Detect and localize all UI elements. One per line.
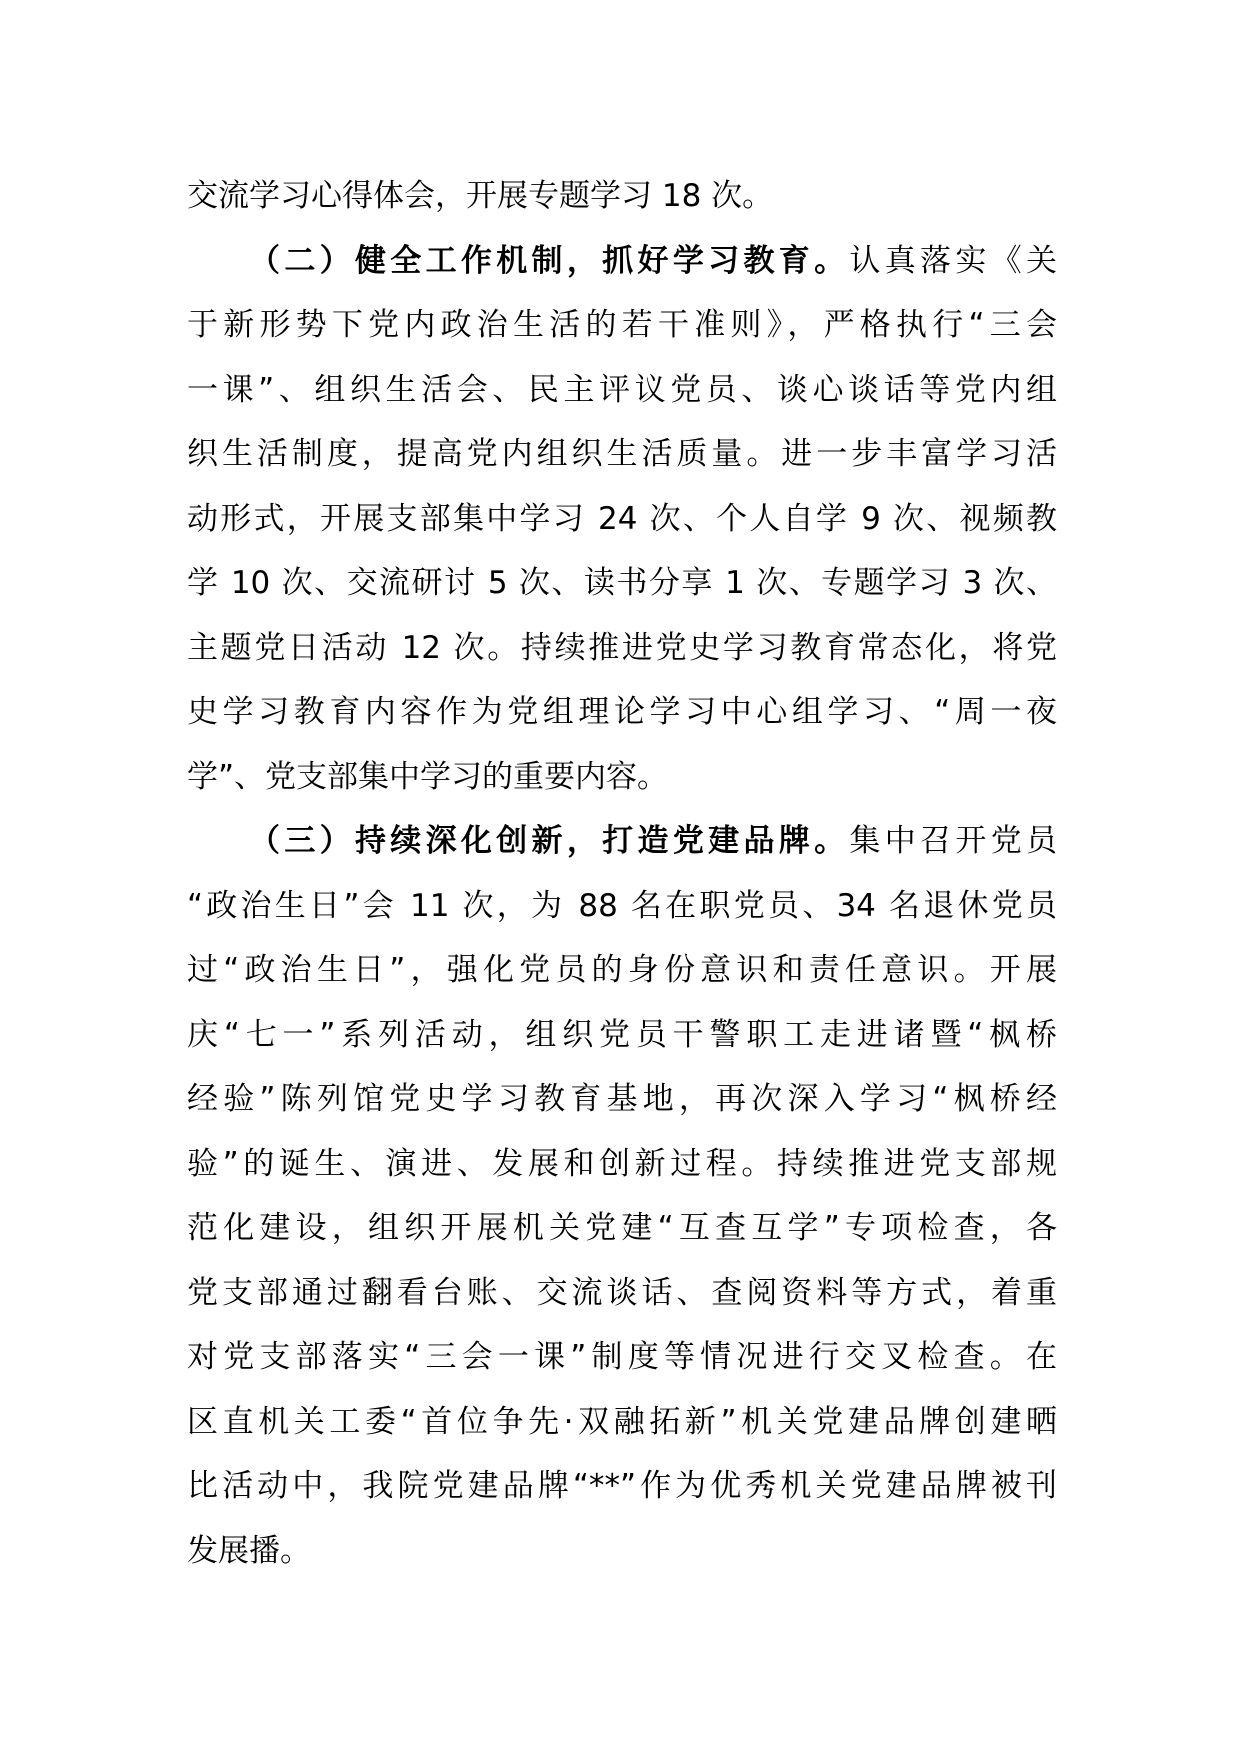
section-3-lead-text: 集中召开党员 [849, 823, 1058, 859]
section-3-heading: （三）持续深化创新，打造党建品牌。 [249, 823, 850, 859]
section-3-first-line [187, 809, 1057, 874]
paragraph-line: 一课”、组织生活会、民主评议党员、谈心谈话等党内组 [187, 371, 1057, 408]
paragraph-line: 区直机关工委“首位争先·双融拓新”机关党建品牌创建晒 [187, 1403, 1057, 1440]
paragraph-line: 庆“七一”系列活动，组织党员干警职工走进诸暨“枫桥 [187, 1016, 1057, 1053]
section-2-first-line [187, 229, 1057, 294]
paragraph-line: 党支部通过翻看台账、交流谈话、查阅资料等方式，着重 [187, 1274, 1057, 1311]
paragraph-line: “政治生日”会 11 次，为 88 名在职党员、34 名退休党员 [187, 887, 1057, 924]
paragraph-line: 主题党日活动 12 次。持续推进党史学习教育常态化，将党 [187, 629, 1057, 666]
paragraph-line: 经验”陈列馆党史学习教育基地，再次深入学习“枫桥经 [187, 1081, 1057, 1117]
document-page [187, 164, 1057, 1583]
section-2-heading: （二）健全工作机制，抓好学习教育。 [249, 242, 850, 279]
paragraph-line: 比活动中，我院党建品牌“**”作为优秀机关党建品牌被刊 [187, 1468, 1057, 1504]
paragraph-line: 学 10 次、交流研讨 5 次、读书分享 1 次、专题学习 3 次、 [187, 565, 1057, 601]
section-2-lead-text: 认真落实《关 [849, 242, 1058, 279]
paragraph-line: 过“政治生日”，强化党员的身份意识和责任意识。开展 [187, 952, 1057, 988]
paragraph-line: 对党支部落实“三会一课”制度等情况进行交叉检查。在 [187, 1339, 1057, 1375]
paragraph-line: 交流学习心得体会，开展专题学习 18 次。 [187, 178, 774, 214]
paragraph-line: 动形式，开展支部集中学习 24 次、个人自学 9 次、视频教 [187, 500, 1057, 537]
paragraph-line: 学”、党支部集中学习的重要内容。 [187, 758, 669, 795]
paragraph-line: 史学习教育内容作为党组理论学习中心组学习、“周一夜 [187, 694, 1057, 730]
paragraph-line: 于新形势下党内政治生活的若干准则》，严格执行“三会 [187, 307, 1057, 343]
paragraph-line: 验”的诞生、演进、发展和创新过程。持续推进党支部规 [187, 1145, 1057, 1182]
paragraph-line: 织生活制度，提高党内组织生活质量。进一步丰富学习活 [187, 436, 1057, 472]
paragraph-line: 发展播。 [187, 1532, 311, 1569]
paragraph-line: 范化建设，组织开展机关党建“互查互学”专项检查，各 [187, 1210, 1057, 1246]
